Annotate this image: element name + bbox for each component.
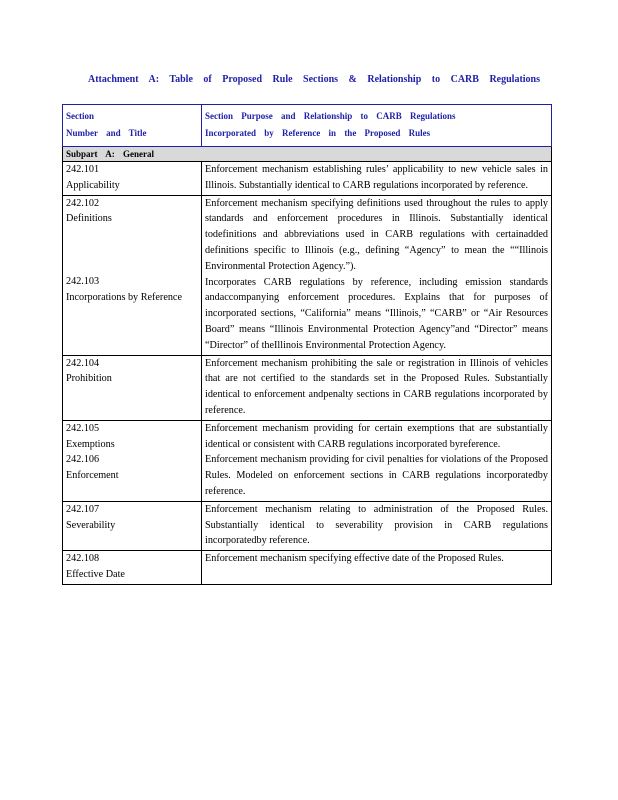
section-number: 242.101 [66,164,100,175]
section-description: Enforcement mechanism relating to administration of the Proposed Rules. Substantially identical to severability provision in CARB regulations incorporatedby reference. [205,503,548,547]
header-col2-line2: Incorporated by Reference in the Proposed Rules [205,128,431,138]
rule-sections-table [62,104,552,585]
section-number: 242.104 [66,357,100,369]
table-row [63,195,552,355]
section-id-block [66,274,198,306]
section-id-block [66,196,198,228]
table-row [63,162,552,196]
header-section-purpose [202,105,552,147]
header-col2-line1: Section Purpose and Relationship to CARB Regulations [205,111,456,121]
section-title: Prohibition [66,373,112,385]
section-number-cell [63,501,202,550]
section-number-cell [63,551,202,585]
section-number-cell [63,420,202,501]
section-title: Applicability [66,179,120,191]
table-body [63,162,552,585]
header-col1-line2: Number and Title [66,128,147,138]
section-number-cell [63,355,202,420]
section-id-block [66,356,198,388]
header-section-number-title [63,105,202,147]
section-purpose-cell [202,355,552,420]
section-purpose-cell [202,162,552,196]
section-description: Enforcement mechanism prohibiting the sale or registration in Illinois of vehicles that are not certified to the standards set in the Proposed Rules. Substantially identical to enforcement andpenalty sections in CARB regulations incorporated by reference. [205,357,548,416]
document-title: Attachment A: Table of Proposed Rule Sections & Relationship to CARB Regulations [88,74,540,85]
section-number: 242.105 [66,422,100,434]
section-number-cell [63,195,202,355]
table-row [63,420,552,501]
section-description: Enforcement mechanism specifying definitions used throughout the rules to apply standards and enforcement procedures in Illinois. Substantially identical todefinitions and abbreviations used in CARB regulations with certainadded definitions specific to Illinois (e.g., defining “Agency” to mean the ““Illinois Environmental Protection Agency.”). [205,197,548,272]
section-id-block [66,452,198,484]
subpart-row [63,147,552,162]
table-row [63,355,552,420]
section-description: Enforcement mechanism providing for certain exemptions that are substantially identical or consistent with CARB regulations incorporated byreference. [205,422,548,450]
header-col1-line1: Section [66,111,94,121]
section-id-block [66,162,198,194]
section-purpose-cell [202,551,552,585]
section-title: Exemptions [66,438,115,450]
section-id-block [66,502,198,534]
section-description: Enforcement mechanism providing for civil penalties for violations of the Proposed Rules. Modeled on enforcement sections in CARB regulations incorporatedby reference. [205,454,548,497]
section-description: Incorporates CARB regulations by reference, including emission standards andaccompanying enforcement procedures. Explains that for purposes of incorporated sections, “California” means “Illinois,” “CARB” or “Air Resources Board” means “Illinois Environmental Protection Agency”and “Director” means “Director” of theIllinois Environmental Protection Agency. [205,276,548,351]
section-number-cell [63,162,202,196]
table-header-row [63,105,552,147]
section-description: Enforcement mechanism specifying effective date of the Proposed Rules. [205,553,504,565]
section-number: 242.107 [66,503,100,515]
section-number: 242.103 [66,276,100,288]
table-row [63,551,552,585]
section-number: 242.102 [66,197,100,209]
section-id-block [66,551,198,583]
subpart-label: Subpart A: General [63,147,552,162]
section-purpose-cell [202,501,552,550]
section-title: Enforcement [66,470,119,482]
section-title: Effective Date [66,568,125,580]
table-row [63,501,552,550]
section-number: 242.108 [66,553,100,565]
section-id-block [66,421,198,453]
section-number: 242.106 [66,454,100,466]
section-description: Enforcement mechanism establishing rules’ applicability to new vehicle sales in Illinois. Substantially identical to CARB regulations incorporated by reference. [205,164,548,191]
section-purpose-cell [202,195,552,355]
section-title: Severability [66,519,116,531]
section-purpose-cell [202,420,552,501]
section-title: Incorporations by Reference [66,291,182,303]
section-title: Definitions [66,213,112,225]
